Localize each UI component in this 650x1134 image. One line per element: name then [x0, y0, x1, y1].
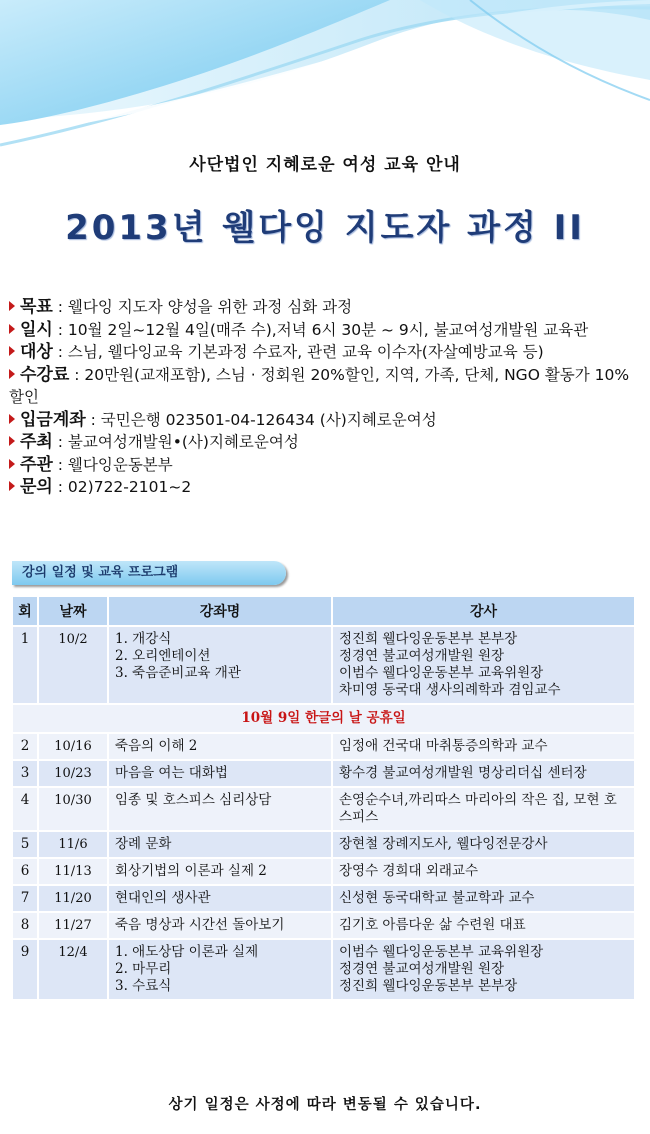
lecture-title: 마음을 여는 대화법 — [109, 761, 333, 788]
info-value: : 국민은행 023501-04-126434 (사)지혜로운여성 — [85, 410, 437, 429]
table-row — [13, 734, 636, 761]
lecture-title: 회상기법의 이론과 실제 2 — [109, 859, 333, 886]
info-row-account — [9, 409, 639, 432]
lecture-title: 현대인의 생사관 — [109, 886, 333, 913]
lecture-teacher: 정진희 웰다잉운동본부 본부장 정경연 불교여성개발원 원장 이범수 웰다잉운동본부 교육위원장 차미영 동국대 생사의례학과 겸임교수 — [333, 627, 636, 705]
bullet-triangle-icon — [9, 346, 15, 356]
info-value: : 웰다잉 지도자 양성을 위한 과정 심화 과정 — [52, 298, 353, 316]
session-date: 10/16 — [39, 734, 109, 761]
info-row-organizer — [9, 454, 639, 477]
table-row — [13, 859, 636, 886]
info-value: : 웰다잉운동본부 — [52, 455, 173, 474]
info-key: 주최 — [20, 432, 53, 452]
table-row — [13, 761, 636, 788]
session-date: 11/20 — [39, 886, 109, 913]
course-info — [9, 296, 639, 499]
session-number: 9 — [13, 940, 39, 1001]
table-row — [13, 913, 636, 940]
table-row — [13, 788, 636, 832]
session-number: 4 — [13, 788, 39, 832]
info-value: : 02)722-2101~2 — [52, 478, 192, 496]
session-number: 7 — [13, 886, 39, 913]
lecture-title: 장례 문화 — [109, 832, 333, 859]
session-number: 8 — [13, 913, 39, 940]
info-value: : 스님, 웰다잉교육 기본과정 수료자, 관련 교육 이수자(자살예방교육 등) — [52, 343, 544, 361]
lecture-teacher: 김기호 아름다운 삶 수련원 대표 — [333, 913, 636, 940]
header-date: 날짜 — [39, 597, 109, 627]
table-row — [13, 627, 636, 705]
header-session: 회 — [13, 597, 39, 627]
info-key: 입금계좌 — [20, 409, 86, 430]
bullet-triangle-icon — [9, 481, 15, 491]
lecture-teacher: 이범수 웰다잉운동본부 교육위원장 정경연 불교여성개발원 원장 정진희 웰다잉운동본부 본부장 — [333, 940, 636, 1001]
header-lecture: 강좌명 — [109, 597, 333, 627]
lecture-teacher: 장현철 장례지도사, 웰다잉전문강사 — [333, 832, 636, 859]
info-key: 주관 — [20, 454, 53, 475]
info-value: : 10월 2일~12월 4일(매주 수),저녁 6시 30분 ~ 9시, 불교여성개발원 교육관 — [52, 320, 589, 339]
info-row-goal — [9, 296, 639, 319]
session-date: 10/30 — [39, 788, 109, 832]
holiday-notice: 10월 9일 한글의 날 공휴일 — [13, 705, 636, 734]
table-row — [13, 832, 636, 859]
session-date: 11/27 — [39, 913, 109, 940]
info-key: 대상 — [20, 342, 53, 362]
lecture-title: 1. 개강식 2. 오리엔테이션 3. 죽음준비교육 개관 — [109, 627, 333, 705]
session-number: 1 — [13, 627, 39, 705]
lecture-title: 죽음의 이해 2 — [109, 734, 333, 761]
table-row — [13, 886, 636, 913]
session-number: 2 — [13, 734, 39, 761]
bullet-triangle-icon — [9, 324, 15, 334]
lecture-teacher: 손영순수녀,까리따스 마리아의 작은 집, 모현 호스피스 — [333, 788, 636, 832]
session-number: 5 — [13, 832, 39, 859]
holiday-notice-row — [13, 705, 636, 734]
info-key: 목표 — [20, 297, 53, 317]
lecture-teacher: 신성현 동국대학교 불교학과 교수 — [333, 886, 636, 913]
info-value: : 20만원(교재포함), 스님 · 정회원 20%할인, 지역, 가족, 단체, NGO 활동가 10%할인 — [9, 365, 630, 406]
bullet-triangle-icon — [9, 301, 15, 311]
info-key: 문의 — [20, 477, 53, 497]
session-date: 11/6 — [39, 832, 109, 859]
info-row-fee — [9, 364, 639, 409]
lecture-teacher: 장영수 경희대 외래교수 — [333, 859, 636, 886]
lecture-teacher: 황수경 불교여성개발원 명상리더십 센터장 — [333, 761, 636, 788]
session-date: 10/23 — [39, 761, 109, 788]
info-row-contact — [9, 476, 639, 499]
session-date: 10/2 — [39, 627, 109, 705]
table-header-row — [13, 597, 636, 627]
table-row — [13, 940, 636, 1001]
session-date: 12/4 — [39, 940, 109, 1001]
bullet-triangle-icon — [9, 414, 15, 424]
lecture-teacher: 임정애 건국대 마취통증의학과 교수 — [333, 734, 636, 761]
organization-subtitle: 사단법인 지혜로운 여성 교육 안내 — [189, 155, 461, 175]
lecture-title: 죽음 명상과 시간선 돌아보기 — [109, 913, 333, 940]
schedule-change-notice: 상기 일정은 사정에 따라 변동될 수 있습니다. — [168, 1097, 482, 1113]
lecture-title: 1. 애도상담 이론과 실제 2. 마무리 3. 수료식 — [109, 940, 333, 1001]
schedule-table — [13, 597, 636, 1001]
info-key: 수강료 — [20, 364, 70, 385]
info-key: 일시 — [20, 319, 53, 340]
header-teacher: 강사 — [333, 597, 636, 627]
info-value: : 불교여성개발원•(사)지혜로운여성 — [52, 433, 299, 451]
bullet-triangle-icon — [9, 369, 15, 379]
page-title: 2013년 웰다잉 지도자 과정 II — [65, 208, 585, 248]
header-wave-background — [0, 0, 650, 150]
session-number: 3 — [13, 761, 39, 788]
bullet-triangle-icon — [9, 436, 15, 446]
lecture-title: 임종 및 호스피스 심리상담 — [109, 788, 333, 832]
info-row-target — [9, 341, 639, 364]
info-row-schedule — [9, 319, 639, 342]
schedule-section-label: 강의 일정 및 교육 프로그램 — [12, 561, 286, 585]
info-row-host — [9, 431, 639, 454]
bullet-triangle-icon — [9, 459, 15, 469]
session-number: 6 — [13, 859, 39, 886]
session-date: 11/13 — [39, 859, 109, 886]
